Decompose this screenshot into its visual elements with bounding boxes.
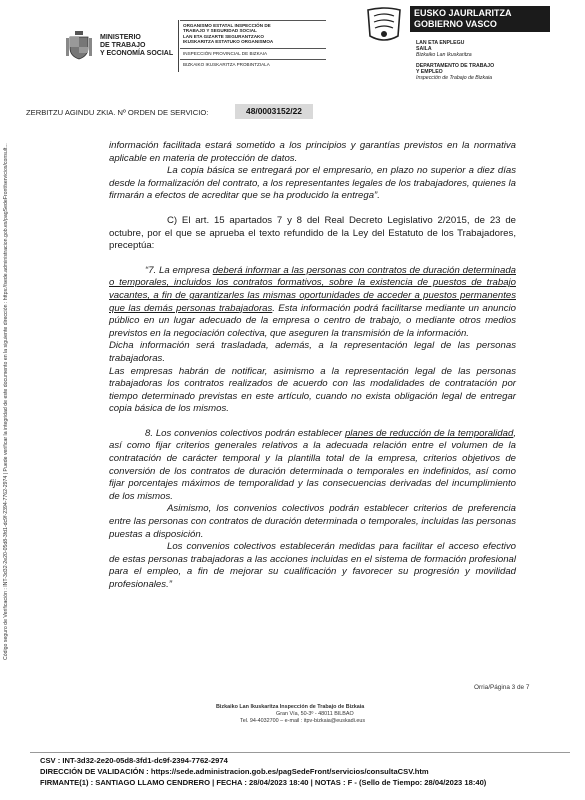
paragraph: Las empresas habrán de notificar, asimismo a la representación legal de las personas trabajadoras los contratos realizados de acuerdo con las modalidades de contratación por tiempo determinado previstas en este artículo, cuando no exista obligación legal de entregar copia básica de los mismos.: [109, 365, 516, 415]
organism-block: [180, 20, 326, 49]
organism-line: ORGANISMO ESTATAL INSPECCIÓN DE: [183, 23, 271, 28]
organism-box: [180, 20, 326, 70]
dept-line: SAILA: [416, 46, 432, 53]
basque-government-title: [410, 6, 550, 32]
ministry-line: MINISTERIO: [100, 34, 141, 41]
text-span: 8. Los convenios colectivos podrán establecer: [145, 427, 345, 439]
page-number: Orria/Página 3 de 7: [474, 684, 530, 691]
department-info: [416, 40, 536, 81]
underlined-text: planes de reducción de la temporalidad: [344, 427, 514, 439]
paragraph: información facilitada estará sometido a los principios y garantías previstos en la normativa aplicable en materia de protección de datos.: [109, 140, 516, 164]
paragraph: Dicha información será trasladada, además, a la representación legal de las personas trabajadoras.: [109, 340, 516, 364]
paragraph: La copia básica se entregará por el empresario, en plazo no superior a diez días desde la formalización del contrato, a los representantes legales de los trabajadores, quienes la firmarán a efectos de acreditar que se ha producido la entrega”.: [109, 165, 516, 202]
csv-line: CSV : INT-3d32-2e20-05d8-3fd1-dc9f-2394-7762-2974: [40, 756, 228, 765]
organism-line: LAN ETA GIZARTE SEGURANTZAKO: [183, 33, 264, 39]
paragraph: [109, 428, 516, 504]
ministry-name: [100, 34, 180, 58]
ej-title-line: GOBIERNO VASCO: [414, 19, 497, 29]
address-line: Gran Vía, 50-3º - 48011 BILBAO: [276, 711, 354, 717]
footer-address: [216, 704, 416, 725]
dept-line: DEPARTAMENTO DE TRABAJO: [416, 62, 495, 69]
organism-line: TRABAJO Y SEGURIDAD SOCIAL: [183, 28, 257, 34]
dept-line: Y EMPLEO: [416, 68, 443, 75]
paragraph: Los convenios colectivos establecerán medidas para facilitar el acceso efectivo de estas personas trabajadoras a las acciones incluidas en el sistema de formación profesional para el empleo, a fin de mejorar su cualificación y favorecer su progresión y movilidad profesionales.”: [109, 541, 516, 590]
ministry-line: DE TRABAJO: [100, 42, 146, 49]
provincial-basque-block: [180, 60, 326, 70]
order-number: 48/0003152/22: [235, 104, 313, 119]
document-body: [109, 140, 516, 592]
signature-footer: [40, 756, 580, 788]
paragraph: Asimismo, los convenios colectivos podrán establecer criterios de preferencia entre las personas con contratos de duración determinada o temporales, incluidas las personas puestas a disposición.: [109, 503, 516, 540]
footer-divider: [30, 752, 570, 753]
provincial-block: [180, 49, 326, 60]
address-line: Bizkaiko Lan Ikuskaritza Inspección de Trabajo de Bizkaia: [216, 704, 365, 710]
dept-line: Bizkaiko Lan Ikuskaritza: [416, 52, 472, 59]
text-span: , así como fijar criterios generales relativos a la adecuada relación entre el volumen de la contratación de carácter temporal y la plantilla total de la empresa, criterios objetivos de conversión de los contratos de duración determinada o temporales en indefinidos, así como fijar porcentajes máximos de temporalidad y las consecuencias derivadas del incumplimiento de los mismos.: [109, 427, 516, 502]
side-verification-label: Código seguro de Verificación : INT-3d32-2e20-05d8-3fd1-dc9f-2394-7762-2974 | Puede verificar la integridad de este documento en la siguiente dirección : https://sede.administracion.gob.es/pagSedeFront/servicios/consult...: [3, 143, 9, 660]
basque-government-logo-icon: [358, 6, 410, 46]
signer-line: FIRMANTE(1) : SANTIAGO LLAMO CENDRERO | FECHA : 28/04/2023 18:40 | NOTAS : F - (Sello de Tiempo: 28/04/2023 18:40): [40, 777, 487, 787]
coat-of-arms-icon: [66, 30, 92, 60]
dept-line: Inspección de Trabajo de Bizkaia: [416, 75, 493, 82]
text-span: . Esta información podrá facilitarse mediante un anuncio público en un lugar adecuado de la empresa o centro de trabajo, o mediante otros medios previstos en la negociación colectiva, que aseguren la transmisión de la información.: [109, 302, 516, 339]
ministry-line: Y ECONOMÍA SOCIAL: [100, 50, 174, 57]
underlined-text: deberá informar a las personas con contratos de duración determinada o temporales, incluidos los contratos formativos, sobre la existencia de puestos de trabajo vacantes, a fin de garantizarles las mismas oportunidades de acceder a puestos permanentes que las demás personas trabajadoras: [109, 264, 516, 314]
address-line: Tel. 94-4032700 – e-mail : itpv-bizkaia@euskadi.eus: [240, 718, 366, 724]
validation-url-line: DIRECCIÓN DE VALIDACIÓN : https://sede.administracion.gob.es/pagSedeFront/servicios/consultaCSV.htm: [40, 766, 429, 776]
paragraph: [109, 265, 516, 341]
ej-title-line: EUSKO JAURLARITZA: [414, 8, 512, 18]
side-verification-text: [3, 40, 13, 660]
dept-line: LAN ETA ENPLEGU: [416, 40, 465, 46]
provincial-line: INSPECCIÓN PROVINCIAL DE BIZKAIA: [183, 50, 268, 56]
organism-line: IKUSKARITZA ESTATUKO ORGANISMOA: [183, 39, 274, 45]
order-label: ZERBITZU AGINDU ZKIA. Nº ORDEN DE SERVICIO:: [26, 108, 209, 117]
text-span: “7. La empresa: [145, 264, 213, 276]
provincial-basque-line: BIZKAIKO IKUSKARITZA PROBINTZIALA: [183, 62, 270, 68]
header-divider: [178, 20, 179, 72]
paragraph: C) El art. 15 apartados 7 y 8 del Real Decreto Legislativo 2/2015, de 23 de octubre, por el que se aprueba el texto refundido de la Ley del Estatuto de los Trabajadores, preceptúa:: [109, 214, 516, 252]
